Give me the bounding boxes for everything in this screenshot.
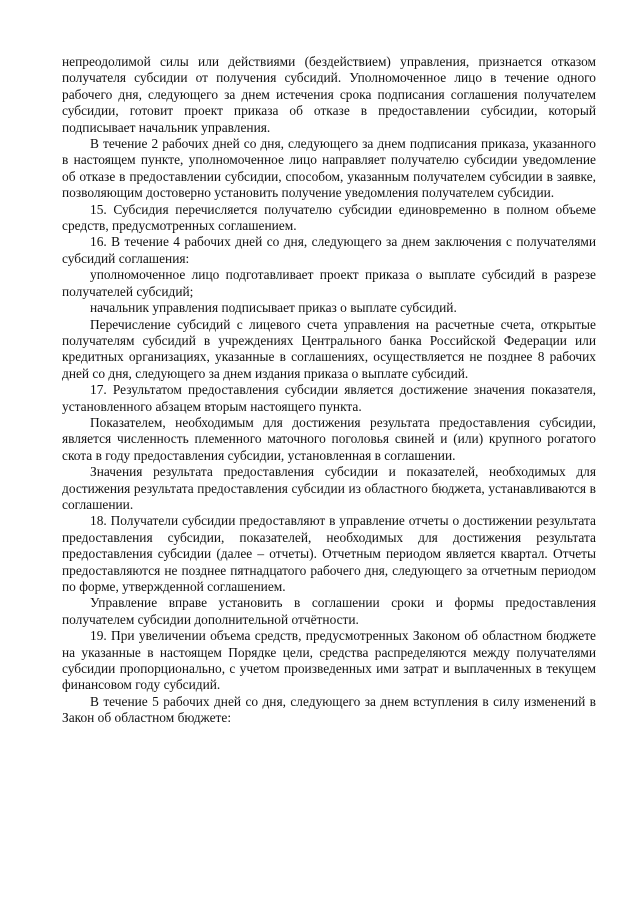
paragraph: уполномоченное лицо подготавливает проект приказа о выплате субсидий в разрезе получателей субсидий; <box>62 267 596 299</box>
paragraph: начальник управления подписывает приказ о выплате субсидий. <box>90 300 457 316</box>
paragraph: непреодолимой силы или действиями (бездействием) управления, признается отказом получателя субсидии от получения субсидий. Уполномоченное лицо в течение одного рабочего дня, следующего за днем истечения срока подписания соглашения получателем субсидии, готовит проект приказа об отказе в предоставлении субсидии, который подписывает начальник управления. <box>62 54 596 135</box>
paragraph-item-16: 16. В течение 4 рабочих дней со дня, следующего за днем заключения с получателями субсидий соглашения: <box>62 234 596 266</box>
paragraph: Значения результата предоставления субсидии и показателей, необходимых для достижения результата предоставления субсидии из областного бюджета, устанавливаются в соглашении. <box>62 464 596 512</box>
paragraph: Перечисление субсидий с лицевого счета управления на расчетные счета, открытые получателям субсидий в учреждениях Центрального банка Российской Федерации или кредитных организациях, указанные в соглашениях, осуществляется не позднее 8 рабочих дней со дня, следующего за днем издания приказа о выплате субсидий. <box>62 316 596 381</box>
paragraph: В течение 2 рабочих дней со дня, следующего за днем подписания приказа, указанного в настоящем пункте, уполномоченное лицо направляет получателю субсидии уведомление об отказе в предоставлении субсидии, способом, указанным получателем субсидии в заявке, позволяющим достоверно установить получение уведомления получателем субсидии. <box>62 136 596 201</box>
paragraph: Управление вправе установить в соглашении сроки и формы предоставления получателем субсидии дополнительной отчётности. <box>62 595 596 627</box>
paragraph: В течение 5 рабочих дней со дня, следующего за днем вступления в силу изменений в Закон об областном бюджете: <box>62 693 596 726</box>
paragraph-item-19: 19. При увеличении объема средств, предусмотренных Законом об областном бюджете на указанные в настоящем Порядке цели, средства распределяются между получателями субсидии пропорционально, с учетом произведенных ими затрат и выплаченных в текущем финансовом году субсидий. <box>62 628 596 693</box>
document-page <box>62 54 596 727</box>
paragraph-item-17: 17. Результатом предоставления субсидии является достижение значения показателя, установленного абзацем вторым настоящего пункта. <box>62 382 596 414</box>
paragraph: Показателем, необходимым для достижения результата предоставления субсидии, является численность племенного маточного поголовья свиней и (или) крупного рогатого скота в году предоставления субсидии, установленная в соглашении. <box>62 414 596 463</box>
paragraph-item-18: 18. Получатели субсидии предоставляют в управление отчеты о достижении результата предоставления субсидии, показателей, необходимых для достижения результата предоставления субсидии (далее – отчеты). Отчетным периодом является квартал. Отчеты предоставляются не позднее пятнадцатого рабочего дня, следующего за отчетным периодом по форме, утвержденной соглашением. <box>62 513 596 594</box>
paragraph-item-15: 15. Субсидия перечисляется получателю субсидии единовременно в полном объеме средств, предусмотренных соглашением. <box>62 201 596 234</box>
